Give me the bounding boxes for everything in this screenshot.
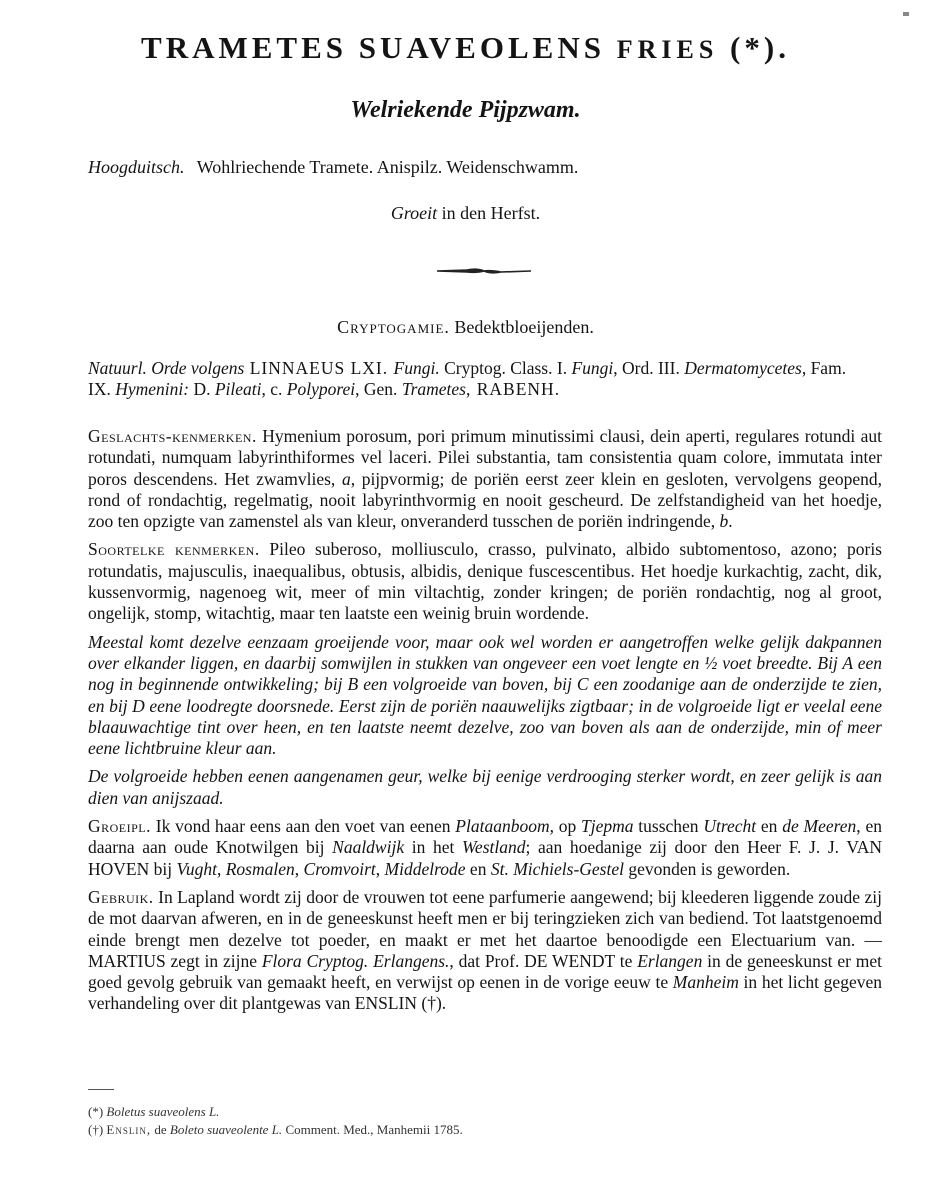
paragraph-text: , pijpvormig; de poriën eerst zeer klein en gesloten, vervolgens geopend, rond of rondachtig, regelmatig, nooit labyrinthvormig en nooit gescheurd. De zelfstandigheid van het hoedje, zoo ten opzigte van zamenstel als van kleur, onveranderd tusschen de poriën indringende,: [88, 468, 882, 532]
season-rest: in den Herfst.: [437, 203, 541, 223]
footnote-1: [88, 1103, 788, 1121]
taxo-text: Natuurl. Orde volgens: [88, 358, 245, 378]
place-name: Rosmalen: [225, 858, 295, 879]
main-text: [88, 426, 882, 1022]
taxo-text: , RABENH.: [466, 379, 561, 399]
footnotes: [88, 1103, 788, 1139]
taxo-text: Cryptog. Class. I.: [439, 358, 572, 378]
taxo-text: Trametes: [401, 379, 466, 399]
figure-letter: b: [719, 511, 729, 532]
footnote-text: de: [151, 1122, 170, 1137]
german-names-line: [88, 157, 578, 178]
paragraph-text: in het: [404, 837, 462, 858]
place-name: Utrecht: [703, 816, 757, 837]
place-name: Naaldwijk: [332, 837, 405, 858]
description-paragraph: Meestal komt dezelve eenzaam groeijende voor, maar ook wel worden er aangetroffen welke gelijk dakpannen over elkander liggen, en daarbij somwijlen in stukken van ongeveer een voet lengte en ½ voet breedte. Bij A een nog in beginnende ontwikkeling; bij B een volgroeide van boven, bij C een zoodanige aan de onderzijde te zien, en bij D eene loodregte doorsnede. Eerst zijn de poriën naauwelijks zigtbaar; in de volgroeide ligt er veelal eene blaauwachtige tint over heen, en ten laatste neemt dezelve, zoo van boven als aan de onderzijde, min of meer eene lichtbruine kleur aan.: [88, 631, 882, 759]
paragraph-text: en: [756, 816, 783, 837]
place-name: Vught: [176, 858, 217, 879]
taxo-text: Hymenini:: [115, 379, 190, 399]
taxo-text: , Ord. III.: [613, 358, 685, 378]
taxo-text: , c.: [261, 379, 287, 399]
section-heading: Soortelke kenmerken.: [88, 539, 260, 560]
taxo-text: Polyporei: [286, 379, 356, 399]
title-footnote-mark: (*).: [730, 30, 790, 65]
ornament-divider: [437, 267, 531, 275]
page-title: [0, 30, 931, 66]
paragraph-text: ,: [294, 858, 304, 879]
place-name: Westland: [461, 837, 526, 858]
classification-line: [0, 317, 931, 338]
paragraph-text: Ik vond haar eens aan den voet van eenen: [151, 816, 456, 837]
german-names: Wohlriechende Tramete. Anispilz. Weidenschwamm.: [196, 157, 579, 177]
footnote-text: Comment. Med., Manhemii 1785.: [282, 1122, 463, 1137]
scent-paragraph: De volgroeide hebben eenen aangenamen geur, welke bij eenige verdrooging sterker wordt, en zeer gelijk is aan dien van anijszaad.: [88, 766, 882, 808]
growth-location-paragraph: [88, 816, 882, 880]
usage-paragraph: [88, 887, 882, 1015]
place-name: Tjepma: [581, 816, 634, 837]
genus-characters-paragraph: [88, 426, 882, 532]
section-heading: Gebruik.: [88, 886, 154, 907]
paragraph-text: in de geneeskunst er met goed gevolg gebruik van gemaakt heeft, en verwijst op eenen in de vorige eeuw te: [88, 950, 882, 993]
paragraph-text: .: [728, 511, 733, 532]
figure-letter: a: [341, 468, 351, 489]
taxo-text: Fungi: [571, 358, 614, 378]
paragraph-text: gevonden is geworden.: [623, 858, 791, 879]
paragraph-text: In Lapland wordt zij door de vrouwen tot eene parfumerie aangewend; bij kleederen liggende zoude zij de mot daarvan afweren, en in de geneeskunst heeft men er bij teringzieken zich van bediend. Tot laatstgenoemd einde brengt men dezelve tot poeder, en maakt er met het daartoe benoodigde een Electuarium van. — MARTIUS zegt in zijne: [88, 886, 882, 971]
dutch-name-subtitle: Welriekende Pijpzwam.: [350, 97, 581, 123]
taxo-text: D.: [189, 379, 215, 399]
place-name: St. Michiels-Gestel: [490, 858, 624, 879]
german-label: Hoogduitsch.: [88, 157, 185, 177]
footnote-title: Boleto suaveolente L.: [169, 1122, 283, 1137]
paragraph-text: , dat Prof. DE WENDT te: [449, 950, 638, 971]
section-heading: Groeipl.: [88, 816, 152, 837]
title-author: FRIES: [616, 35, 719, 64]
paragraph-text: ,: [216, 858, 226, 879]
taxo-text: Pileati: [214, 379, 262, 399]
paragraph-text: ; aan hoedanige zij door den Heer F. J. J. VAN HOVEN bij: [88, 837, 882, 879]
title-species: TRAMETES SUAVEOLENS: [141, 30, 605, 65]
place-name: Cromvoirt: [303, 858, 376, 879]
class-name: Cryptogamie.: [337, 317, 450, 337]
print-speck: [903, 12, 909, 16]
growth-season-line: [0, 203, 931, 224]
footnote-2: [88, 1121, 788, 1139]
species-characters-paragraph: [88, 539, 882, 624]
place-name: Manheim: [672, 972, 739, 993]
taxo-text: LINNAEUS LXI.: [244, 358, 394, 378]
taxo-text: Dermatomycetes: [684, 358, 802, 378]
taxo-text: Fungi.: [393, 358, 440, 378]
taxonomy-paragraph: [88, 358, 870, 400]
paragraph-text: , en daarna aan oude Knotwilgen bij: [88, 816, 882, 858]
place-name: de Meeren: [782, 816, 857, 837]
place-name: Middelrode: [384, 858, 466, 879]
paragraph-text: ,: [375, 858, 385, 879]
paragraph-text: tusschen: [633, 816, 704, 837]
section-heading: Geslachts-kenmerken.: [88, 426, 257, 446]
footnote-text: Boletus suaveolens L.: [106, 1104, 220, 1119]
paragraph-text: en: [465, 858, 491, 879]
footnote-rule: [88, 1089, 114, 1090]
paragraph-text: , op: [549, 816, 582, 837]
paragraph-text: in het licht gegeven verhandeling over dit plantgewas van ENSLIN (†).: [88, 972, 882, 1014]
paragraph-text: Pileo suberoso, molliusculo, crasso, pulvinato, albido subtomentoso, azono; poris rotundatis, majusculis, inaequalibus, obtusis, albidis, denique fuscescentibus. Het hoedje kurkachtig, zacht, dik, kussenvormig, nagenoeg wit, meer of min viltachtig, zonder kringen; de poriën rondachtig, nog al groot, ongelijk, stomp, witachtig, maar ten laatste een weinig bruin wordende.: [88, 539, 882, 624]
paragraph-text: Hymenium porosum, pori primum minutissimi clausi, dein aperti, regulares rotundi aut rotundati, numquam labyrinthiformes vel laceri. Pilei substantia, tam consistentia quam colore, immutata inter poros descendens. Het zwamvlies,: [88, 426, 882, 489]
footnote-author: Enslin,: [106, 1122, 152, 1137]
footnote-mark: (†): [88, 1122, 104, 1137]
class-rest: Bedektbloeijenden.: [449, 317, 594, 337]
place-name: Erlangen: [637, 950, 703, 971]
book-title: Flora Cryptog. Erlangens.: [261, 950, 450, 971]
taxo-text: , Gen.: [355, 379, 402, 399]
season-word: Groeit: [390, 203, 438, 223]
footnote-mark: (*): [88, 1104, 104, 1119]
taxo-text: , Fam. IX.: [88, 358, 847, 399]
place-name: Plataanboom: [455, 816, 550, 837]
